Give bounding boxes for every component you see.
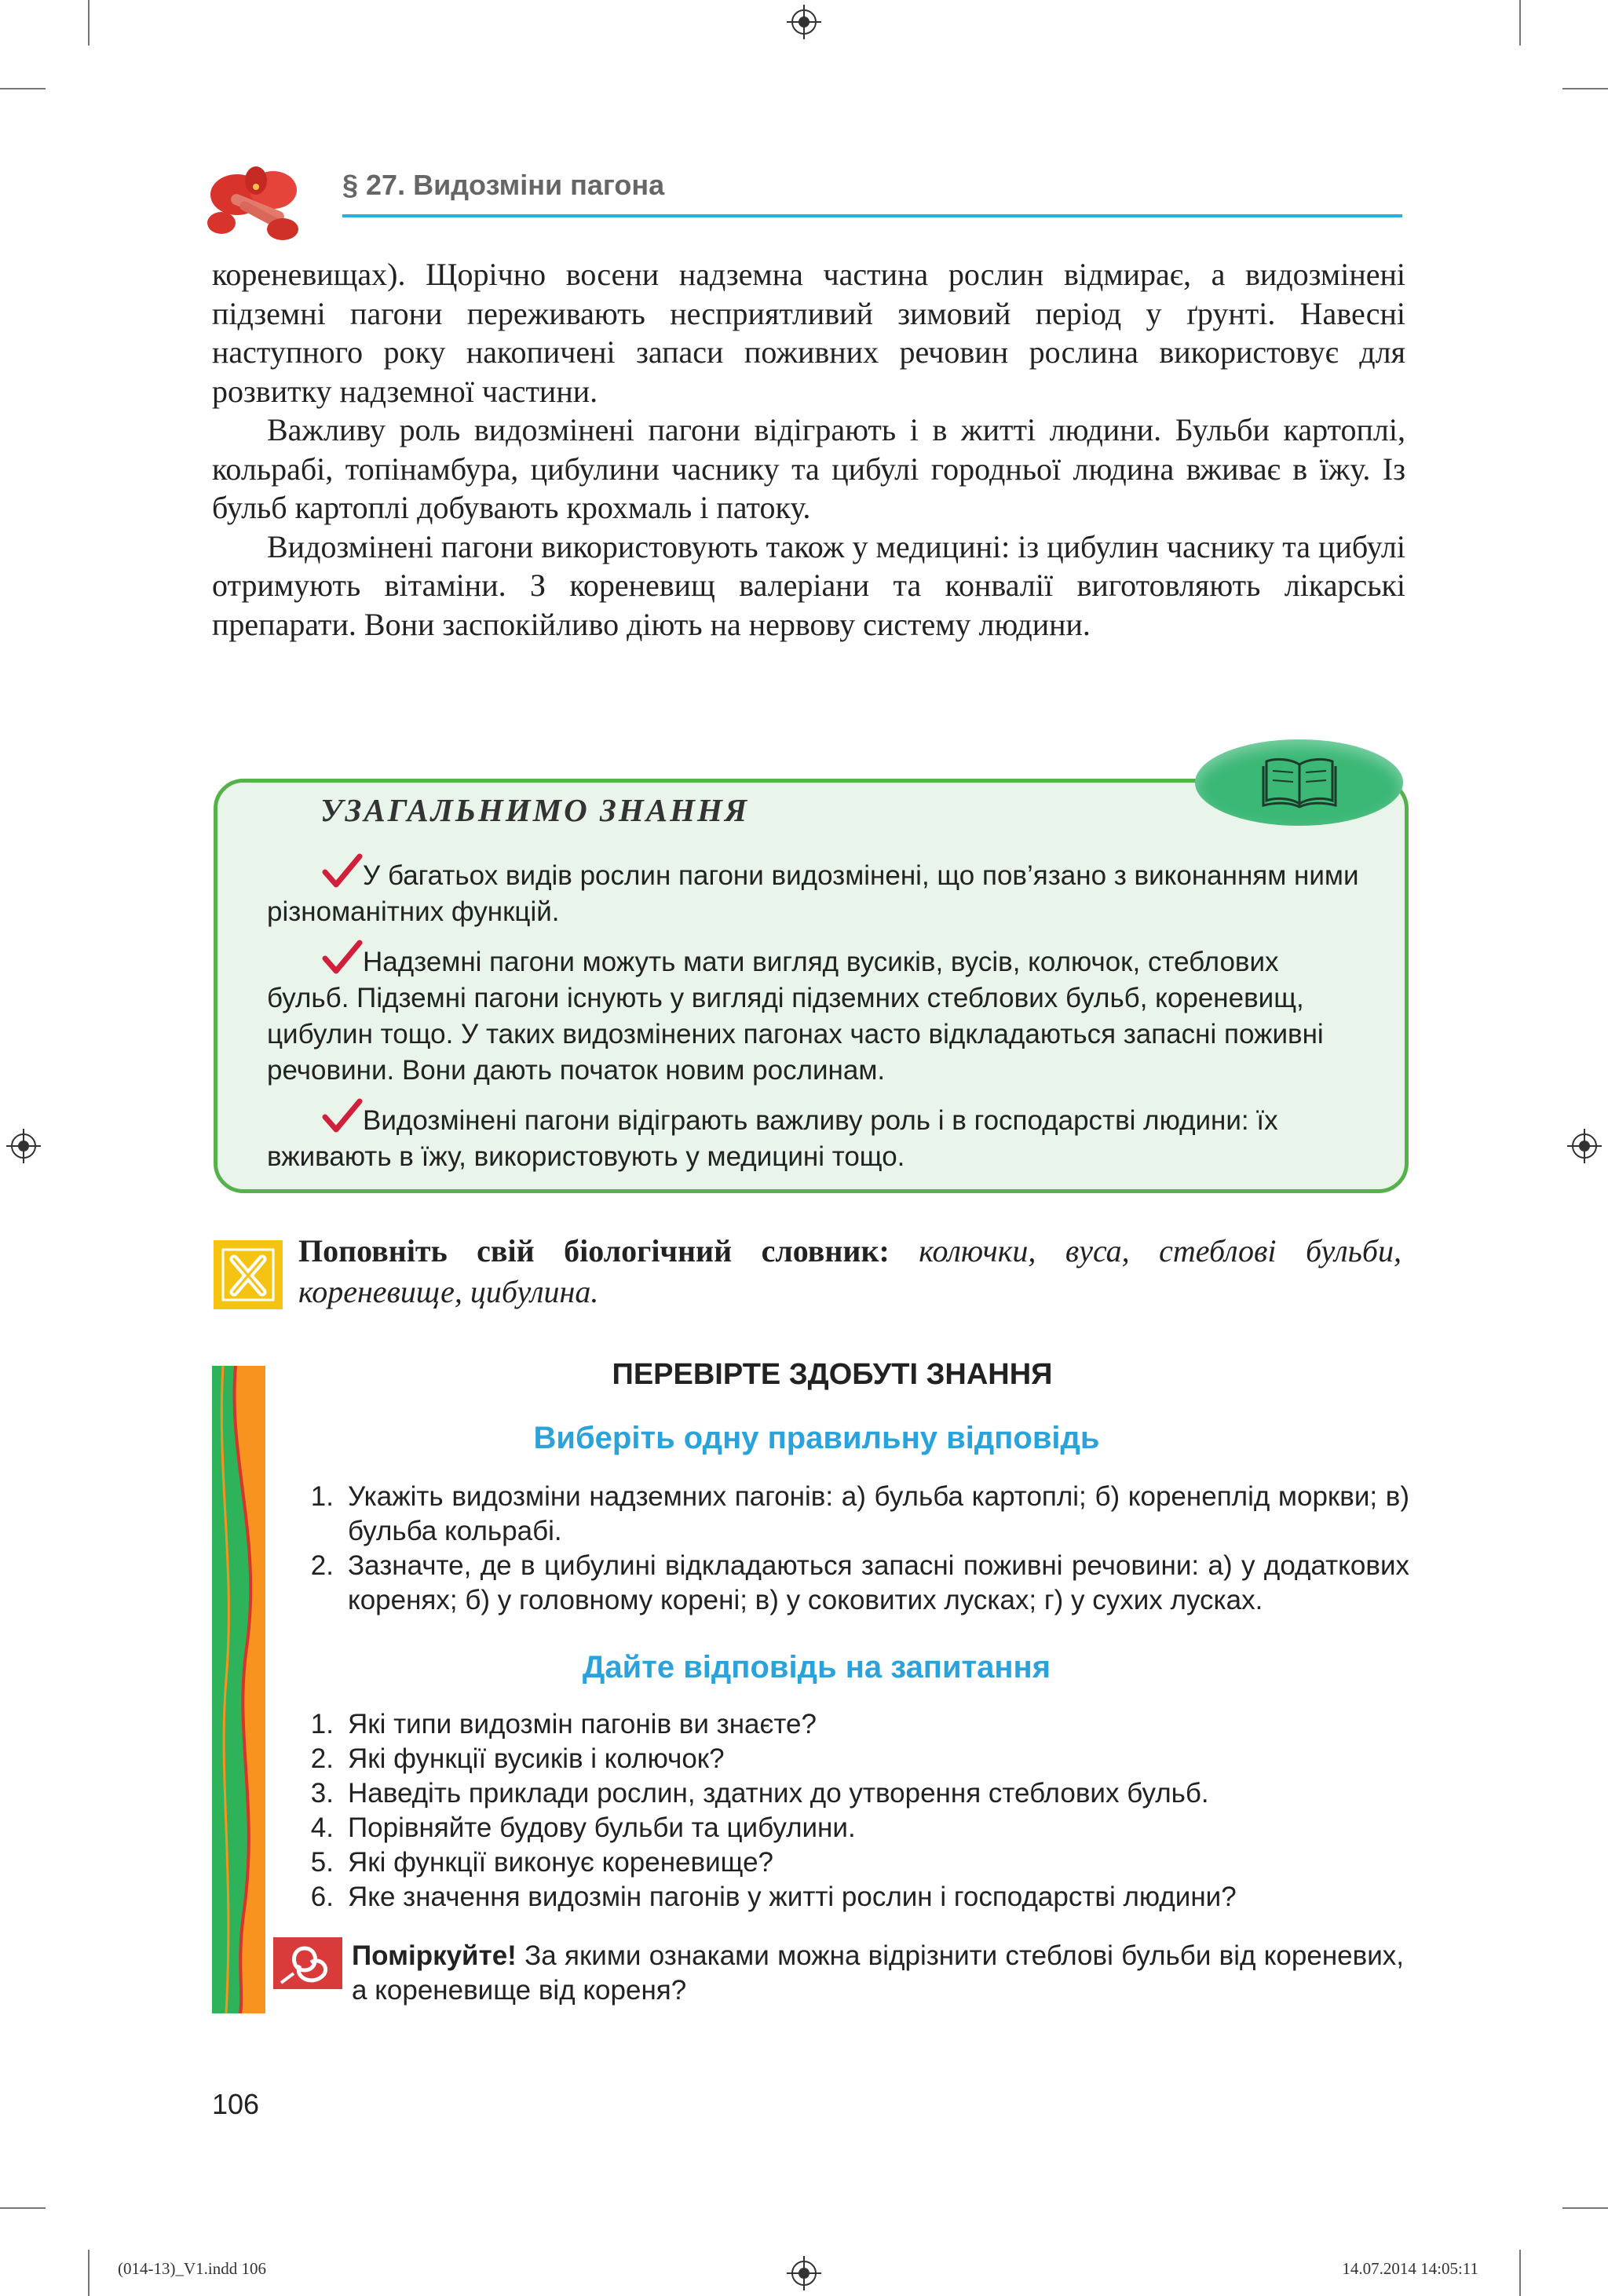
summary-list (267, 853, 1362, 1185)
question-text: Порівняйте будову бульби та цибулини. (348, 1812, 856, 1843)
paragraph: Видозмінені пагони використовують також у медицині: із цибулин часнику та цибулі отримують вітаміни. З кореневищ валеріани та конвалії виготовляють лікарські препарати. Вони заспокійливо діють на нервову систему людини. (212, 528, 1405, 642)
question-item (287, 1811, 1409, 1845)
crop-mark (1562, 2207, 1608, 2209)
question-item (287, 1707, 1409, 1742)
question-number: 1. (310, 1481, 334, 1512)
choose-answer-title: Виберіть одну правильну відповідь (533, 1421, 1100, 1455)
question-item (287, 1845, 1409, 1880)
question-item (287, 1776, 1409, 1811)
think-question: За якими ознаками можна відрізнити стеблові бульби від кореневих, а кореневище від кореня? (352, 1940, 1404, 2006)
question-text: Яке значення видозмін пагонів у житті рослин і господарстві людини? (348, 1882, 1237, 1912)
checkmark-icon (322, 1098, 363, 1133)
check-knowledge-title: ПЕРЕВІРТЕ ЗДОБУТІ ЗНАННЯ (612, 1358, 1053, 1391)
crop-mark (1519, 0, 1521, 46)
paragraph: кореневищах). Щорічно восени надземна частина рослин відмирає, а видозмінені підземні пагони переживають несприятливий зимовий період у ґрунті. Навесні наступного року накопичені запаси поживних речовин рослина використовує для розвитку надземної частини. (212, 257, 1405, 409)
question-text: Укажіть видозміни надземних пагонів: а) бульба картоплі; б) коренеплід моркви; в) бульба кольрабі. (348, 1481, 1409, 1546)
question-number: 4. (310, 1812, 334, 1843)
page-number: 106 (212, 2088, 260, 2120)
answer-questions-title: Дайте відповідь на запитання (582, 1650, 1051, 1685)
question-item (287, 1742, 1409, 1776)
think-lead: Поміркуйте! (352, 1940, 517, 1971)
summary-item (267, 1098, 1362, 1175)
slug-file: (014-13)_V1.indd 106 (118, 2259, 266, 2278)
summary-item (267, 940, 1362, 1089)
summary-item (267, 853, 1362, 930)
crop-mark (0, 88, 46, 89)
flower-logo-icon (206, 163, 306, 245)
decorative-strip (212, 1366, 265, 2013)
think-icon (273, 1937, 342, 1989)
question-text: Які функції вусиків і колючок? (348, 1743, 725, 1774)
summary-item-text: Видозмінені пагони відіграють важливу роль і в господарстві людини: їх вживають в їжу, використовують у медицині тощо. (267, 1105, 1278, 1172)
body-text (212, 255, 1405, 644)
summary-heading: УЗАГАЛЬНИМО ЗНАННЯ (320, 792, 750, 828)
summary-item-text: Надземні пагони можуть мати вигляд вусиків, вусів, колючок, стеблових бульб. Підземні пагони існують у вигляді підземних стеблових бульб, кореневищ, цибулин тощо. У таких видозмінених пагонах часто відкладаються запасні поживні речовини. Вони дають початок новим рослинам. (267, 947, 1324, 1086)
question-number: 2. (310, 1550, 334, 1581)
slug-date: 14.07.2014 14:05:11 (1342, 2259, 1478, 2278)
registration-mark-icon (1567, 1129, 1602, 1163)
crop-mark (1562, 88, 1608, 89)
vocab-terms: колючки, вуса, стеблові бульби, кореневище, цибулина. (298, 1233, 1402, 1309)
crop-mark (88, 2250, 90, 2296)
question-item (287, 1480, 1409, 1549)
question-number: 3. (310, 1778, 334, 1809)
question-item (287, 1880, 1409, 1915)
choose-question-list (287, 1480, 1409, 1618)
question-text: Наведіть приклади рослин, здатних до утворення стеблових бульб. (348, 1778, 1209, 1809)
checkmark-icon (322, 853, 363, 888)
checkmark-icon (322, 940, 363, 974)
question-text: Зазначте, де в цибулині відкладаються запасні поживні речовини: а) у додаткових коренях; б) у головному корені; в) у соковитих лусках; г) у сухих лусках. (348, 1550, 1409, 1615)
crop-mark (1519, 2250, 1521, 2296)
book-icon (1262, 754, 1337, 809)
question-number: 1. (310, 1709, 334, 1739)
think-text (352, 1939, 1404, 2008)
registration-mark-icon (787, 2256, 821, 2291)
header-rule (342, 214, 1402, 217)
question-item (287, 1549, 1409, 1618)
crop-mark (0, 2207, 46, 2209)
question-text: Які типи видозмін пагонів ви знаєте? (348, 1709, 817, 1739)
vocab-text (298, 1231, 1402, 1312)
question-number: 2. (310, 1743, 334, 1774)
vocab-lead: Поповніть свій біологічний словник: (298, 1233, 890, 1268)
summary-item-text: У багатьох видів рослин пагони видозмінені, що пов’язано з виконанням ними різноманітних функцій. (267, 860, 1359, 927)
crop-mark (88, 0, 90, 46)
answer-question-list (287, 1707, 1409, 1915)
question-number: 5. (310, 1847, 334, 1878)
section-title: § 27. Видозміни пагона (342, 169, 665, 201)
question-text: Які функції виконує кореневище? (348, 1847, 774, 1878)
registration-mark-icon (6, 1129, 41, 1163)
question-number: 6. (310, 1882, 334, 1912)
dictionary-icon (214, 1240, 283, 1309)
paragraph: Важливу роль видозмінені пагони відіграють і в житті людини. Бульби картоплі, кольрабі, топінамбура, цибулини часнику та цибулі городньої людина вживає в їжу. Із бульб картоплі добувають крохмаль і патоку. (212, 412, 1405, 525)
registration-mark-icon (787, 5, 821, 39)
